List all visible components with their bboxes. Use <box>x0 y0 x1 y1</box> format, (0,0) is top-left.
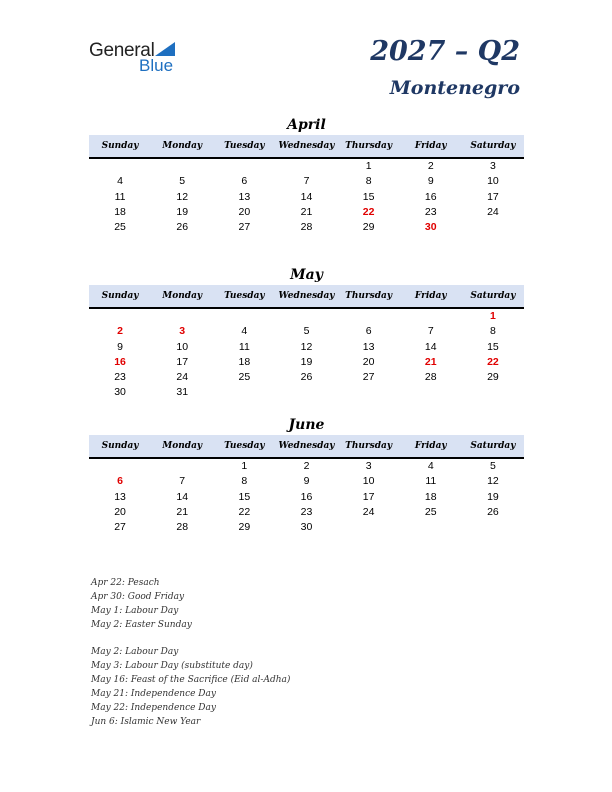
holiday-note: Apr 30: Good Friday <box>91 592 185 602</box>
weekday-header: Monday <box>162 141 203 151</box>
weekday-header: Tuesday <box>224 291 265 301</box>
day-cell: 2 <box>427 160 434 172</box>
weekday-header: Saturday <box>470 141 516 151</box>
page-title: 2027 – Q2 <box>370 36 520 67</box>
day-cell: 14 <box>424 340 437 353</box>
holiday-note: Apr 22: Pesach <box>91 578 160 588</box>
holiday-note: Jun 6: Islamic New Year <box>91 717 201 727</box>
day-cell: 9 <box>117 340 123 353</box>
day-cell: 29 <box>487 371 499 384</box>
day-cell: 8 <box>365 175 372 188</box>
empty-day-cell <box>275 385 337 400</box>
empty-day-cell <box>462 220 524 235</box>
day-cell: 12 <box>487 475 499 488</box>
day-cell: 11 <box>425 475 437 488</box>
week-row <box>89 459 524 474</box>
empty-day-cell <box>89 159 151 174</box>
week-row <box>89 220 524 235</box>
day-cell: 10 <box>176 340 189 353</box>
week-row <box>89 159 524 174</box>
day-cell: 23 <box>300 505 313 518</box>
holiday-notes <box>91 576 290 729</box>
day-cell: 22 <box>362 205 375 218</box>
weekday-header: Saturday <box>470 291 516 301</box>
day-cell: 25 <box>114 221 126 234</box>
week-row <box>89 474 524 489</box>
day-cell: 4 <box>241 325 248 338</box>
day-cell: 4 <box>427 460 434 472</box>
day-cell: 11 <box>238 340 250 353</box>
day-cell: 8 <box>241 475 248 488</box>
day-cell: 18 <box>238 355 251 368</box>
empty-day-cell <box>338 309 400 324</box>
day-cell: 3 <box>365 460 372 472</box>
day-cell: 18 <box>424 490 437 503</box>
day-cell: 5 <box>489 460 496 472</box>
day-cell: 17 <box>362 490 375 503</box>
week-row <box>89 340 524 355</box>
logo-word-blue: Blue <box>139 56 174 75</box>
weekday-header: Sunday <box>101 441 139 451</box>
weekday-header: Wednesday <box>278 291 335 301</box>
weekday-header: Monday <box>162 441 203 451</box>
empty-day-cell <box>338 385 400 400</box>
month-april <box>89 115 524 235</box>
weekday-header: Saturday <box>470 441 516 451</box>
week-row <box>89 520 524 535</box>
day-cell: 1 <box>241 460 248 472</box>
day-cell: 26 <box>300 371 313 384</box>
holiday-note: May 3: Labour Day (substitute day) <box>91 661 253 671</box>
day-cell: 7 <box>303 175 310 188</box>
day-cell: 24 <box>176 371 189 384</box>
country-subtitle: Montenegro <box>389 77 520 99</box>
holiday-note: May 22: Independence Day <box>91 703 216 713</box>
day-cell: 27 <box>114 521 126 534</box>
empty-day-cell <box>213 309 275 324</box>
empty-day-cell <box>89 459 151 474</box>
day-cell: 16 <box>114 355 126 368</box>
day-cell: 31 <box>176 386 189 399</box>
weekday-header: Thursday <box>345 441 393 451</box>
day-cell: 21 <box>176 505 189 518</box>
day-cell: 27 <box>362 371 375 384</box>
empty-day-cell <box>151 309 213 324</box>
holiday-note: May 1: Labour Day <box>91 606 179 616</box>
day-cell: 20 <box>362 355 375 368</box>
day-cell: 30 <box>114 386 126 399</box>
day-cell: 28 <box>300 221 313 234</box>
empty-day-cell <box>338 520 400 535</box>
weekday-header: Friday <box>414 291 447 301</box>
weekday-header: Tuesday <box>224 441 265 451</box>
empty-day-cell <box>213 385 275 400</box>
week-row <box>89 355 524 370</box>
week-row <box>89 490 524 505</box>
week-row <box>89 174 524 189</box>
holiday-note: May 21: Independence Day <box>91 689 216 699</box>
weekday-header: Friday <box>414 441 447 451</box>
day-cell: 22 <box>238 505 251 518</box>
week-row <box>89 309 524 324</box>
day-cell: 9 <box>427 175 434 188</box>
empty-day-cell <box>89 309 151 324</box>
day-cell: 21 <box>300 205 313 218</box>
weekday-header-row <box>89 135 524 159</box>
day-cell: 13 <box>362 340 375 353</box>
day-cell: 15 <box>487 340 499 353</box>
day-cell: 26 <box>487 505 499 518</box>
month-name: May <box>290 267 323 283</box>
day-cell: 11 <box>114 190 126 203</box>
day-cell: 10 <box>362 475 375 488</box>
month-name: April <box>287 117 326 133</box>
day-cell: 29 <box>238 521 251 534</box>
holiday-notes-group-1 <box>91 576 290 632</box>
day-cell: 19 <box>300 355 313 368</box>
day-cell: 12 <box>300 340 313 353</box>
day-cell: 24 <box>487 205 499 218</box>
holiday-note: May 2: Easter Sunday <box>91 620 192 630</box>
holiday-notes-group-2 <box>91 645 290 729</box>
day-cell: 20 <box>114 505 126 518</box>
day-cell: 28 <box>176 521 189 534</box>
day-cell: 13 <box>114 490 126 503</box>
empty-day-cell <box>275 159 337 174</box>
month-june <box>89 415 524 535</box>
day-cell: 25 <box>424 505 437 518</box>
day-cell: 20 <box>238 205 251 218</box>
logo-triangle-icon <box>155 42 175 56</box>
day-cell: 6 <box>241 175 248 188</box>
day-cell: 23 <box>424 205 437 218</box>
empty-day-cell <box>213 159 275 174</box>
empty-day-cell <box>462 520 524 535</box>
weekday-header: Tuesday <box>224 141 265 151</box>
empty-day-cell <box>275 309 337 324</box>
weekday-header: Wednesday <box>278 141 335 151</box>
weekday-header: Thursday <box>345 141 393 151</box>
day-cell: 19 <box>487 490 499 503</box>
month-may <box>89 265 524 401</box>
weekday-header: Wednesday <box>278 441 335 451</box>
day-cell: 17 <box>487 190 499 203</box>
day-cell: 30 <box>300 521 313 534</box>
day-cell: 25 <box>238 371 251 384</box>
day-cell: 2 <box>117 325 123 338</box>
day-cell: 6 <box>365 325 372 338</box>
day-cell: 24 <box>362 505 375 518</box>
day-cell: 19 <box>176 205 189 218</box>
weekday-header: Sunday <box>101 291 139 301</box>
day-cell: 5 <box>303 325 310 338</box>
empty-day-cell <box>400 520 462 535</box>
week-row <box>89 205 524 220</box>
day-cell: 8 <box>489 325 496 338</box>
day-cell: 15 <box>362 190 375 203</box>
week-row <box>89 385 524 400</box>
day-cell: 13 <box>238 190 251 203</box>
day-cell: 6 <box>117 475 123 488</box>
day-cell: 28 <box>424 371 437 384</box>
week-row <box>89 190 524 205</box>
empty-day-cell <box>400 385 462 400</box>
day-cell: 22 <box>487 355 499 368</box>
day-cell: 4 <box>117 175 123 188</box>
weekday-header: Monday <box>162 291 203 301</box>
day-cell: 1 <box>365 160 372 172</box>
week-row <box>89 370 524 385</box>
holiday-note: May 16: Feast of the Sacrifice (Eid al-Adha) <box>91 675 291 685</box>
weekday-header-row <box>89 435 524 459</box>
day-cell: 12 <box>176 190 189 203</box>
holiday-note: May 2: Labour Day <box>91 647 179 657</box>
day-cell: 14 <box>176 490 189 503</box>
day-cell: 30 <box>424 221 437 234</box>
day-cell: 14 <box>300 190 313 203</box>
brand-logo <box>89 40 189 76</box>
notes-gap <box>91 632 290 645</box>
day-cell: 16 <box>300 490 313 503</box>
logo-word-general: General <box>89 40 155 61</box>
weekday-header: Sunday <box>101 141 139 151</box>
day-cell: 1 <box>489 310 496 322</box>
day-cell: 16 <box>424 190 437 203</box>
day-cell: 10 <box>487 175 499 188</box>
day-cell: 5 <box>179 175 186 188</box>
day-cell: 29 <box>362 221 375 234</box>
empty-day-cell <box>151 159 213 174</box>
day-cell: 26 <box>176 221 189 234</box>
empty-day-cell <box>462 385 524 400</box>
day-cell: 2 <box>303 460 310 472</box>
month-name: June <box>288 417 325 433</box>
day-cell: 23 <box>114 371 126 384</box>
weekday-header: Thursday <box>345 291 393 301</box>
day-cell: 7 <box>179 475 186 488</box>
weekday-header-row <box>89 285 524 309</box>
day-cell: 15 <box>238 490 251 503</box>
day-cell: 27 <box>238 221 251 234</box>
weekday-header: Friday <box>414 141 447 151</box>
day-cell: 3 <box>179 325 186 338</box>
day-cell: 17 <box>176 355 189 368</box>
day-cell: 21 <box>424 355 437 368</box>
empty-day-cell <box>400 309 462 324</box>
week-row <box>89 505 524 520</box>
week-row <box>89 324 524 339</box>
day-cell: 9 <box>303 475 310 488</box>
day-cell: 18 <box>114 205 126 218</box>
day-cell: 3 <box>489 160 496 172</box>
empty-day-cell <box>151 459 213 474</box>
day-cell: 7 <box>427 325 434 338</box>
